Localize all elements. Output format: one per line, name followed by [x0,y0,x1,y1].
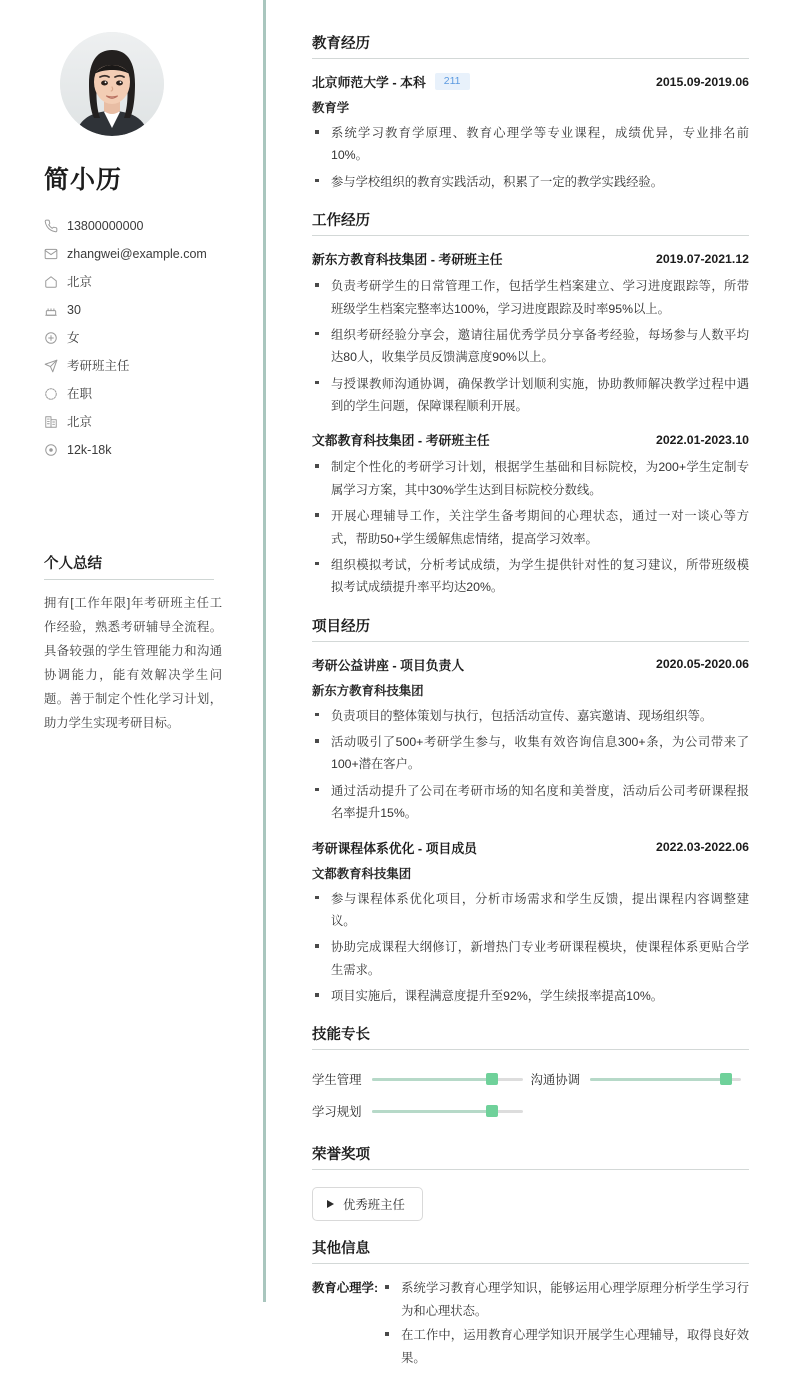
portrait-photo-icon [60,32,164,136]
awards-section [312,1143,749,1221]
other-key: 教育心理学: [312,1281,379,1296]
summary-section [44,552,240,736]
skill-row [531,1063,750,1095]
contact-list [44,212,240,464]
section-heading-education: 教育经历 [312,32,749,59]
skill-row [312,1095,531,1127]
page-title: 简小历 [44,166,123,194]
bullet-list [312,888,749,1008]
entry-subtitle: 文都教育科技集团 [312,866,412,881]
contact-value: zhangwei@example.com [67,246,207,261]
other-value [382,1277,749,1371]
bullet-list [312,456,749,598]
skill-label: 学习规划 [312,1105,362,1120]
list-item: 参与学校组织的教育实践活动，积累了一定的教学实践经验。 [312,171,749,193]
list-item: 制定个性化的考研学习计划，根据学生基础和目标院校，为200+学生定制专属学习方案，其中30%学生达到目标院校分数线。 [312,456,749,501]
contact-item-age [44,296,240,324]
contact-item-email [44,240,240,268]
work-entry [312,249,749,417]
contact-value: 在职 [67,386,93,401]
list-item: 系统学习教育学原理、教育心理学等专业课程，成绩优异，专业排名前10%。 [312,122,749,167]
skill-row [312,1063,531,1095]
work-entry [312,430,749,598]
skill-slider[interactable] [372,1110,523,1113]
list-item: 在工作中，运用教育心理学知识开展学生心理辅导，取得良好效果。 [382,1324,749,1369]
entry-title-wrap [312,430,490,449]
contact-value: 13800000000 [67,218,144,233]
phone-icon [44,219,58,233]
entry-title: 考研课程体系优化 - 项目成员 [312,840,477,856]
award-list [312,1183,749,1221]
contact-item-location [44,268,240,296]
entry-title-wrap [312,72,470,91]
entry-header [312,655,749,674]
other-row [312,1277,749,1371]
entry-date: 2022.01-2023.10 [656,432,749,447]
avatar [60,32,164,136]
entry-title: 新东方教育科技集团 - 考研班主任 [312,252,503,268]
bullet-list [312,705,749,825]
paper-plane-icon [44,359,58,373]
section-heading-projects: 项目经历 [312,615,749,642]
bullet-list [312,122,749,193]
entry-subtitle: 教育学 [312,101,350,115]
section-heading-skills: 技能专长 [312,1023,749,1050]
list-item: 通过活动提升了公司在考研市场的知名度和美誉度，活动后公司考研课程报名率提升15%。 [312,780,749,825]
entry-date: 2020.05-2020.06 [656,657,749,672]
list-item: 组织考研经验分享会，邀请往届优秀学员分享备考经验，每场参与人数平均达80人，收集学员反馈满意度90%以上。 [312,324,749,369]
list-item: 项目实施后，课程满意度提升至92%，学生续报率提高10%。 [312,985,749,1007]
other-section [312,1237,749,1371]
award-item[interactable] [312,1187,423,1221]
skill-fill [372,1078,493,1081]
entry-title: 考研公益讲座 - 项目负责人 [312,657,465,673]
entry-subtitle: 新东方教育科技集团 [312,683,424,698]
skill-label: 沟通协调 [530,1073,581,1088]
entry-title-wrap [312,249,503,268]
list-item: 负责考研学生的日常管理工作，包括学生档案建立、学习进度跟踪等，所带班级学生档案完整率达100%，学习进度跟踪及时率95%以上。 [312,275,749,320]
skill-slider[interactable] [590,1078,741,1081]
bullet-list [382,1277,749,1369]
list-item: 系统学习教育心理学知识，能够运用心理学原理分析学生学习行为和心理状态。 [382,1277,749,1322]
entry-title: 文都教育科技集团 - 考研班主任 [312,433,490,449]
contact-item-position [44,352,240,380]
home-icon [44,275,58,289]
contact-value: 女 [67,330,80,345]
entry-date: 2019.07-2021.12 [656,251,749,266]
projects-section [312,615,749,1008]
list-item: 参与课程体系优化项目，分析市场需求和学生反馈，提出课程内容调整建议。 [312,888,749,933]
contact-value: 30 [67,302,81,317]
entry-header [312,72,749,91]
skill-thumb[interactable] [486,1073,498,1085]
entry-header [312,249,749,268]
contact-value: 12k-18k [67,442,112,457]
list-item: 负责项目的整体策划与执行，包括活动宣传、嘉宾邀请、现场组织等。 [312,705,749,727]
skills-section [312,1023,749,1127]
skill-list [312,1063,749,1127]
contact-item-phone [44,212,240,240]
target-icon [44,443,58,457]
award-label: 优秀班主任 [343,1198,405,1213]
entry-title: 北京师范大学 - 本科 [312,75,426,90]
gender-icon [44,331,58,345]
contact-item-gender [44,324,240,352]
skill-thumb[interactable] [720,1073,732,1085]
entry-header [312,838,749,857]
bullet-list [312,275,749,417]
section-heading-awards: 荣誉奖项 [312,1143,749,1170]
envelope-icon [44,247,58,261]
education-section [312,32,749,193]
play-triangle-icon [327,1200,334,1208]
section-heading-work: 工作经历 [312,209,749,236]
contact-value: 北京 [67,414,93,429]
entry-title-wrap [312,655,464,674]
entry-date: 2015.09-2019.06 [656,74,749,89]
sidebar [0,0,266,1387]
list-item: 与授课教师沟通协调，确保教学计划顺利实施，协助教师解决教学过程中遇到的学生问题，保障课程顺利开展。 [312,373,749,418]
section-heading-other: 其他信息 [312,1237,749,1264]
entry-date: 2022.03-2022.06 [656,840,749,854]
skill-fill [372,1110,493,1113]
refresh-icon [44,387,58,401]
skill-slider[interactable] [372,1078,523,1081]
list-item: 开展心理辅导工作，关注学生备考期间的心理状态，通过一对一谈心等方式，帮助50+学生缓解焦虑情绪，提高学习效率。 [312,505,749,550]
project-entry [312,838,749,1008]
summary-text: 拥有[工作年限]年考研班主任工作经验，熟悉考研辅导全流程。具备较强的学生管理能力和沟通协调能力，能有效解决学生问题。善于制定个性化学习计划，助力学生实现考研目标。 [44,596,222,730]
skill-fill [590,1078,726,1081]
contact-value: 北京 [67,274,93,289]
cake-icon [44,303,58,317]
status-badge: 211 [435,73,470,91]
work-section [312,209,749,599]
contact-item-city [44,408,240,436]
education-entry [312,72,749,193]
building-icon [44,415,58,429]
list-item: 组织模拟考试，分析考试成绩，为学生提供针对性的复习建议，所带班级模拟考试成绩提升率平均达20%。 [312,554,749,599]
main-content [266,0,794,1387]
project-entry [312,655,749,825]
contact-value: 考研班主任 [67,358,130,373]
list-item: 协助完成课程大纲修订，新增热门专业考研课程模块，使课程体系更贴合学生需求。 [312,936,749,981]
contact-item-status [44,380,240,408]
entry-title-wrap [312,838,477,857]
entry-header [312,430,749,449]
summary-heading: 个人总结 [44,552,214,580]
skill-thumb[interactable] [486,1105,498,1117]
skill-label: 学生管理 [312,1073,362,1088]
list-item: 活动吸引了500+考研学生参与，收集有效咨询信息300+条，为公司带来了100+潜在客户。 [312,731,749,776]
contact-item-salary [44,436,240,464]
